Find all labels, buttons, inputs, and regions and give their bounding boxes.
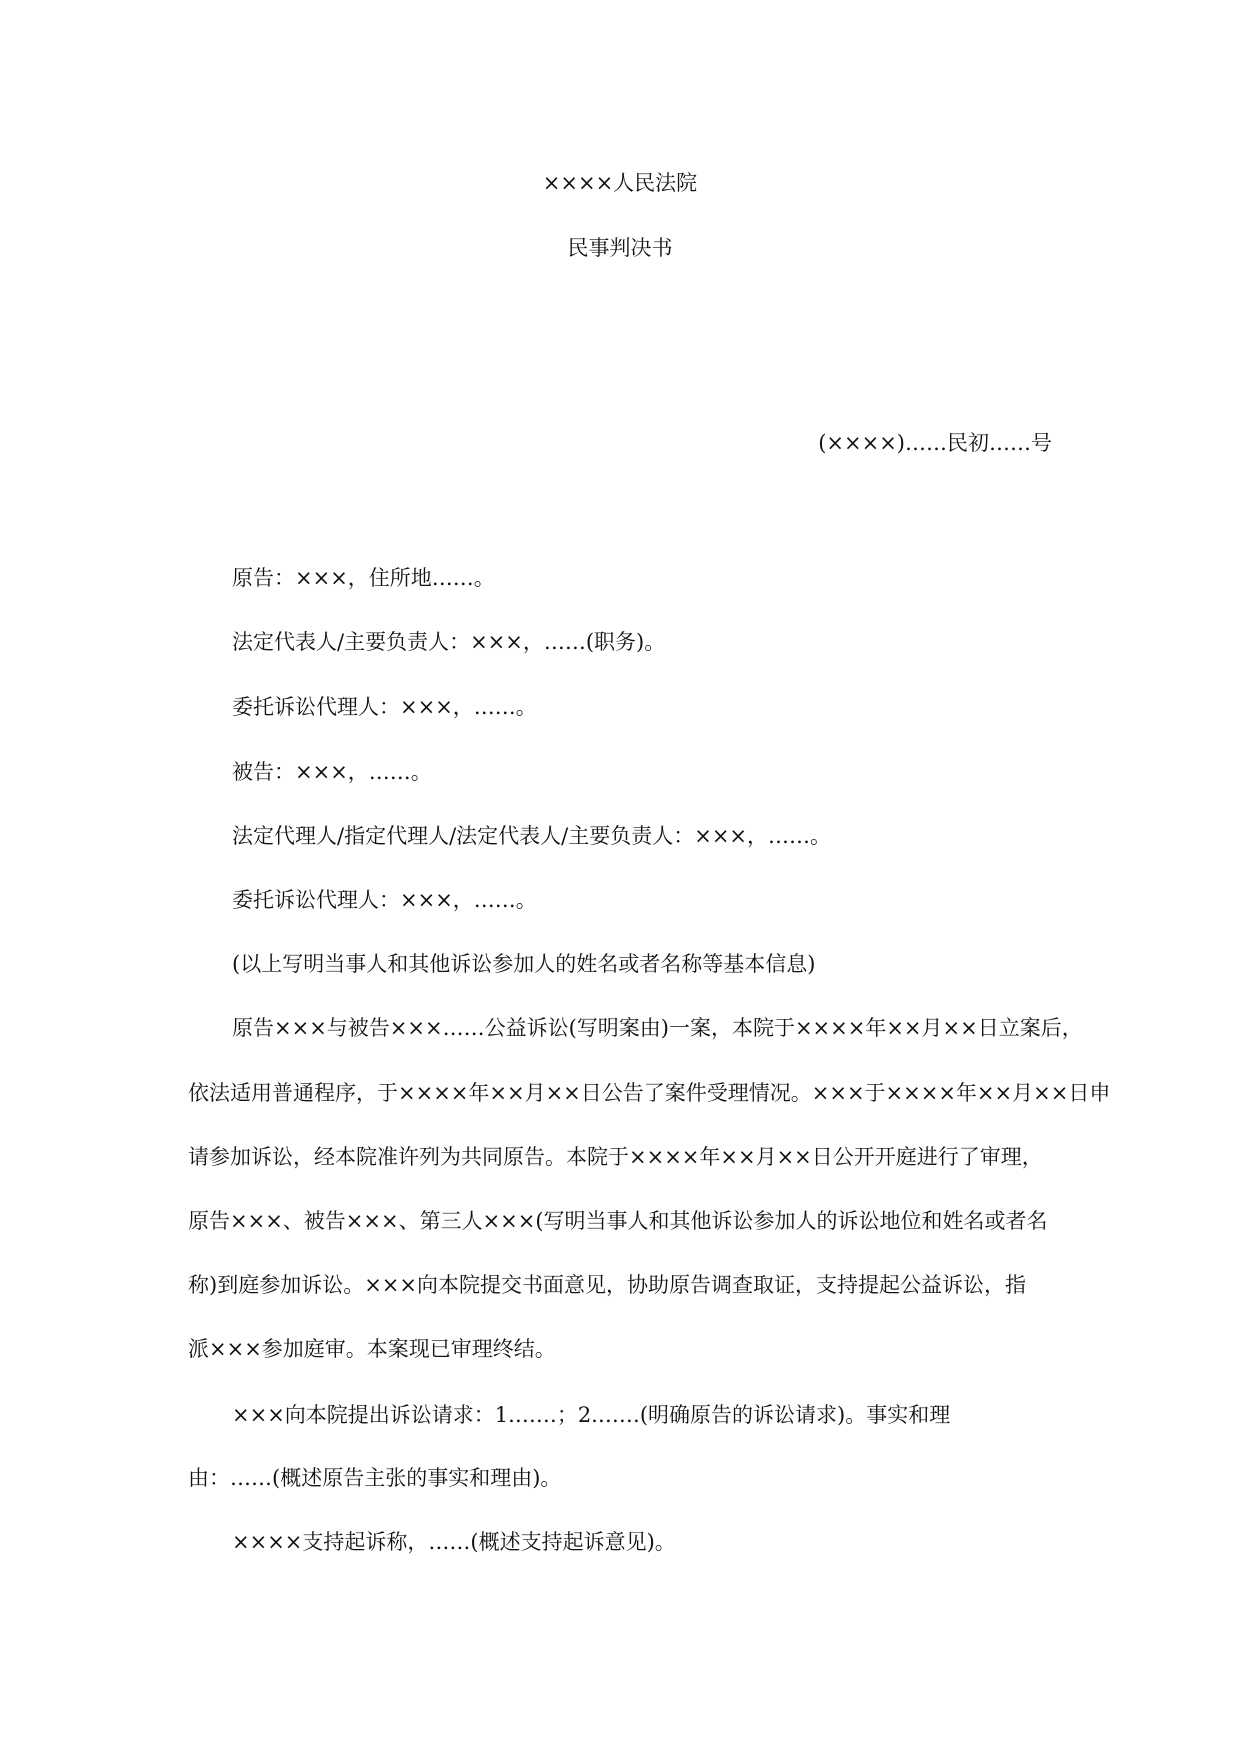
court-name: ××××人民法院	[542, 171, 698, 195]
case-number: (××××)……民初……号	[818, 431, 1052, 455]
case-history-line: 原告×××、被告×××、第三人×××(写明当事人和其他诉讼参加人的诉讼地位和姓名或者名	[188, 1209, 1048, 1233]
support-opinion-line: ××××支持起诉称，……(概述支持起诉意见)。	[232, 1530, 676, 1554]
plaintiff-line: 原告：×××，住所地……。	[232, 566, 495, 590]
defendant-line: 被告：×××，……。	[232, 760, 432, 784]
case-history-line: 称)到庭参加诉讼。×××向本院提交书面意见，协助原告调查取证，支持提起公益诉讼，指	[188, 1273, 1026, 1297]
parties-note-line: (以上写明当事人和其他诉讼参加人的姓名或者名称等基本信息)	[232, 952, 816, 976]
case-history-line: 派×××参加庭审。本案现已审理终结。	[188, 1337, 556, 1361]
plaintiff-representative-line: 法定代表人/主要负责人：×××，……(职务)。	[232, 630, 666, 654]
case-history-line: 原告×××与被告×××……公益诉讼(写明案由)一案，本院于××××年××月××日立案后，	[232, 1016, 1083, 1040]
plaintiff-agent-line: 委托诉讼代理人：×××，……。	[232, 695, 537, 719]
claims-line: 由：……(概述原告主张的事实和理由)。	[188, 1466, 562, 1490]
case-history-line: 依法适用普通程序，于××××年××月××日公告了案件受理情况。×××于××××年××月××日申	[188, 1081, 1111, 1105]
defendant-representative-line: 法定代理人/指定代理人/法定代表人/主要负责人：×××，……。	[232, 824, 832, 848]
case-history-line: 请参加诉讼，经本院准许列为共同原告。本院于××××年××月××日公开开庭进行了审理，	[188, 1145, 1043, 1169]
document-type-title: 民事判决书	[567, 236, 673, 260]
defendant-agent-line: 委托诉讼代理人：×××，……。	[232, 888, 537, 912]
claims-line: ×××向本院提出诉讼请求：1.……；2.……(明确原告的诉讼请求)。事实和理	[232, 1403, 951, 1427]
